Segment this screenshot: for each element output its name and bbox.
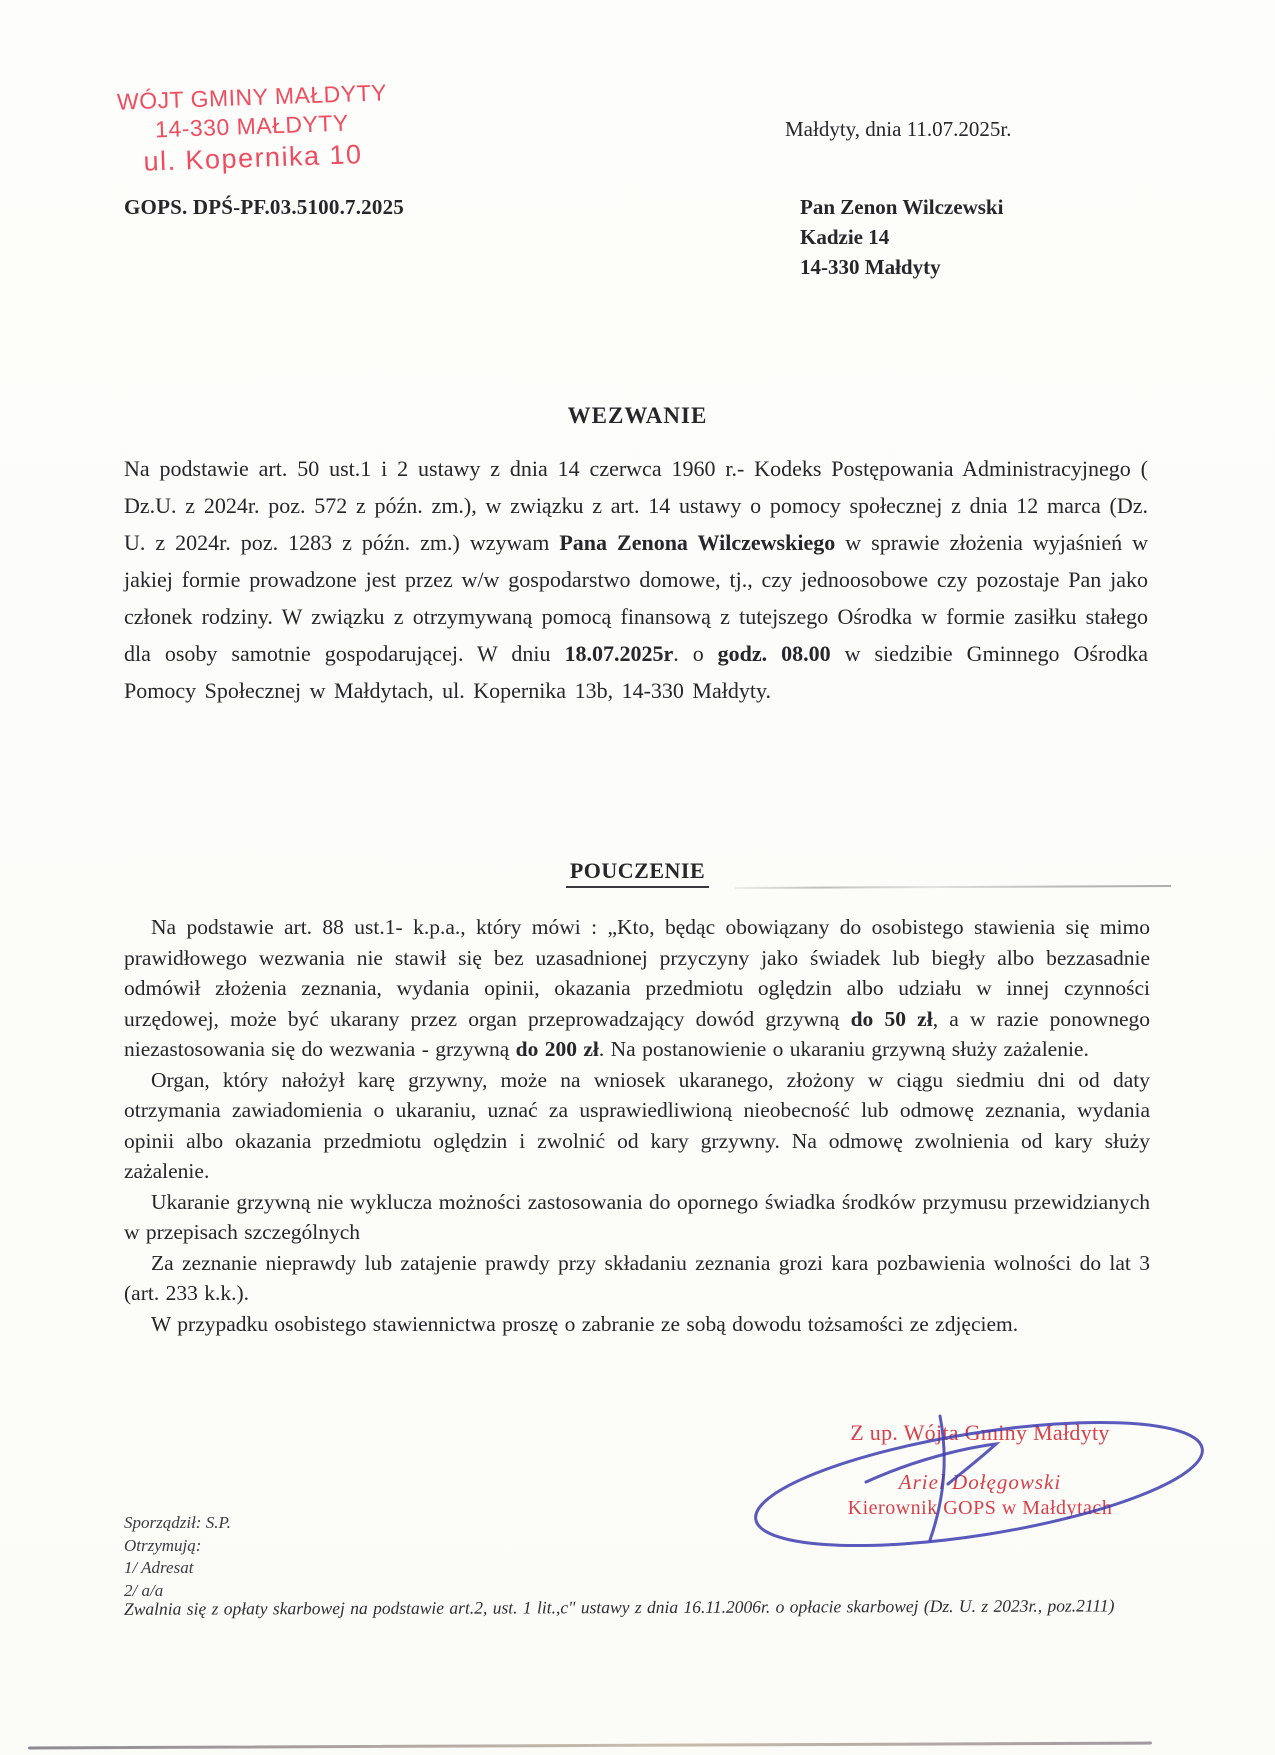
- sender-stamp-office: WÓJT GMINY MAŁDYTY: [116, 79, 388, 115]
- pouczenie-paragraph: W przypadku osobistego stawiennictwa proszę o zabranie ze sobą dowodu tożsamości ze zdjęciem.: [151, 1311, 1019, 1336]
- prepared-by-block: [124, 1512, 231, 1602]
- pouczenie-heading-row: [0, 858, 1275, 888]
- signature-title: Kierownik GOPS w Małdytach: [847, 1497, 1113, 1519]
- recipients-item-1: 1/ Adresat: [124, 1558, 194, 1577]
- signature-name: Ariel Dołęgowski: [898, 1470, 1062, 1494]
- reference-number: GOPS. DPŚ-PF.03.5100.7.2025: [124, 195, 404, 219]
- recipient-street: Kadzie 14: [800, 225, 890, 249]
- recipient-city: 14-330 Małdyty: [800, 255, 941, 279]
- pouczenie-paragraph: Na podstawie art. 88 ust.1- k.p.a., który mówi : „Kto, będąc obowiązany do osobistego stawienia się mimo prawidłowego wezwania nie stawił się bez uzasadnionej przyczyny jako świadek lub biegły albo bezzasadnie odmówił złożenia zeznania, wydania opinii, okazania przedmiotu oględzin albo udziału w innej czynności urzędowej, może być ukarany przez organ przeprowadzający dowód grzywną do 50 zł, a w razie ponownego niezastosowania się do wezwania - grzywną do 200 zł. Na postanowienie o ukaraniu grzywną służy zażalenie.: [124, 915, 1150, 1061]
- document-title: WEZWANIE: [567, 403, 708, 428]
- scan-edge-line: [28, 1742, 1152, 1750]
- signature-block: [742, 1420, 1218, 1520]
- date-line: Małdyty, dnia 11.07.2025r.: [785, 117, 1012, 141]
- recipient-address: [800, 192, 1003, 282]
- pouczenie-paragraph: Organ, który nałożył karę grzywny, może na wniosek ukaranego, złożony w ciągu siedmiu dni od daty otrzymania zawiadomienia o ukaraniu, uznać za usprawiedliwioną nieobecność lub odmowę zeznania, wydania opinii albo okazania przedmiotu oględzin i zwolnić od kary grzywny. Na odmowę zwolnienia od kary służy zażalenie.: [124, 1067, 1150, 1183]
- pouczenie-section: [124, 912, 1150, 1339]
- prepared-by-line: Sporządził: S.P.: [124, 1513, 231, 1532]
- recipients-item-2: 2/ a/a: [124, 1580, 164, 1600]
- recipients-label: Otrzymują:: [124, 1535, 202, 1555]
- fee-exemption-note: Zwalnia się z opłaty skarbowej na podstawie art.2, ust. 1 lit.,c" ustawy z dnia 16.11.2006r. o opłacie skarbowej (Dz. U. z 2023r., poz.2111): [123, 1595, 1115, 1619]
- recipient-name: Pan Zenon Wilczewski: [800, 195, 1004, 219]
- pouczenie-paragraph: Za zeznanie nieprawdy lub zatajenie prawdy przy składaniu zeznania grozi kara pozbawienia wolności do lat 3 (art. 233 k.k.).: [124, 1250, 1150, 1305]
- sender-stamp-postcode: 14-330 MAŁDYTY: [154, 109, 350, 143]
- signature-authority-line: Z up. Wójta Gminy Małdyty: [850, 1420, 1110, 1445]
- sender-stamp: [117, 79, 388, 178]
- pouczenie-paragraph: Ukaranie grzywną nie wyklucza możności zastosowania do opornego świadka środków przymusu przewidzianych w przepisach szczególnych: [124, 1189, 1150, 1244]
- pouczenie-heading: POUCZENIE: [566, 858, 709, 888]
- sender-stamp-street: ul. Kopernika 10: [142, 139, 364, 177]
- summons-paragraph: Na podstawie art. 50 ust.1 i 2 ustawy z dnia 14 czerwca 1960 r.- Kodeks Postępowania Administracyjnego ( Dz.U. z 2024r. poz. 572 z późn. zm.), w związku z art. 14 ustawy o pomocy społecznej z dnia 12 marca (Dz. U. z 2024r. poz. 1283 z późn. zm.) wzywam Pana Zenona Wilczewskiego w sprawie złożenia wyjaśnień w jakiej formie prowadzone jest przez w/w gospodarstwo domowe, tj., czy jednoosobowe czy pozostaje Pan jako członek rodziny. W związku z otrzymywaną pomocą finansową z tutejszego Ośrodka w formie zasiłku stałego dla osoby samotnie gospodarującej. W dniu 18.07.2025r. o godz. 08.00 w siedzibie Gminnego Ośrodka Pomocy Społecznej w Małdytach, ul. Kopernika 13b, 14-330 Małdyty.: [124, 456, 1149, 703]
